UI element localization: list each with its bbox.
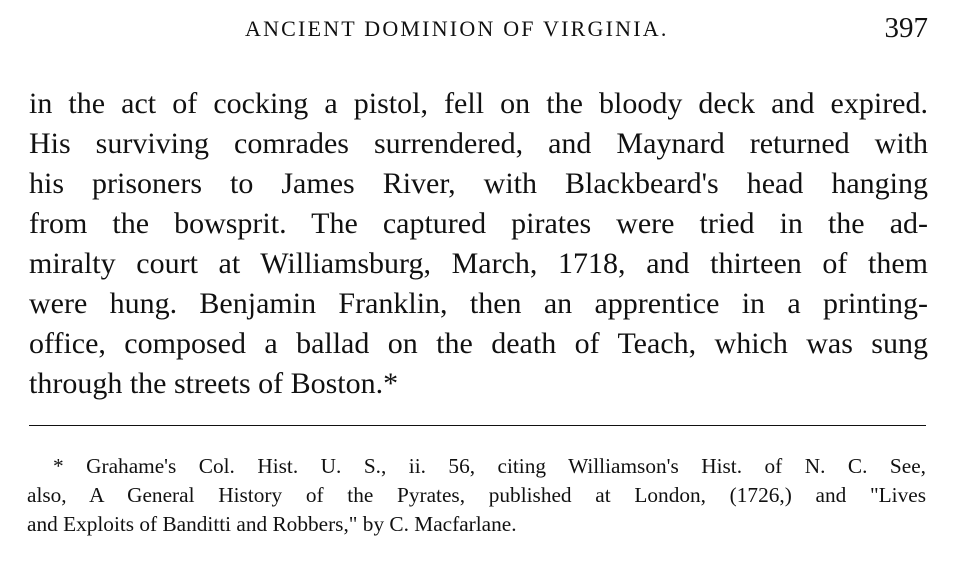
running-title: ANCIENT DOMINION OF VIRGINIA. — [245, 16, 669, 41]
text-line: his prisoners to James River, with Blackbeard's head hanging — [29, 167, 928, 200]
text-line: office, composed a ballad on the death of Teach, which was sung — [29, 327, 928, 360]
footnote — [27, 452, 926, 539]
footnote-line: * Grahame's Col. Hist. U. S., ii. 56, citing Williamson's Hist. of N. C. See, — [53, 454, 926, 478]
footnote-divider — [29, 425, 926, 426]
text-line: His surviving comrades surrendered, and Maynard returned with — [29, 127, 928, 160]
footnote-line: also, A General History of the Pyrates, published at London, (1726,) and "Lives — [27, 483, 926, 507]
body-paragraph — [29, 84, 928, 404]
text-line: in the act of cocking a pistol, fell on the bloody deck and expired. — [29, 87, 928, 120]
text-line: miralty court at Williamsburg, March, 1718, and thirteen of them — [29, 247, 928, 280]
footnote-line: and Exploits of Banditti and Robbers," by C. Macfarlane. — [27, 512, 517, 536]
text-line: through the streets of Boston.* — [29, 367, 399, 400]
running-head — [0, 12, 962, 46]
text-line: were hung. Benjamin Franklin, then an apprentice in a printing- — [29, 287, 928, 320]
page-number: 397 — [884, 12, 928, 44]
text-line: from the bowsprit. The captured pirates were tried in the ad- — [29, 207, 928, 240]
